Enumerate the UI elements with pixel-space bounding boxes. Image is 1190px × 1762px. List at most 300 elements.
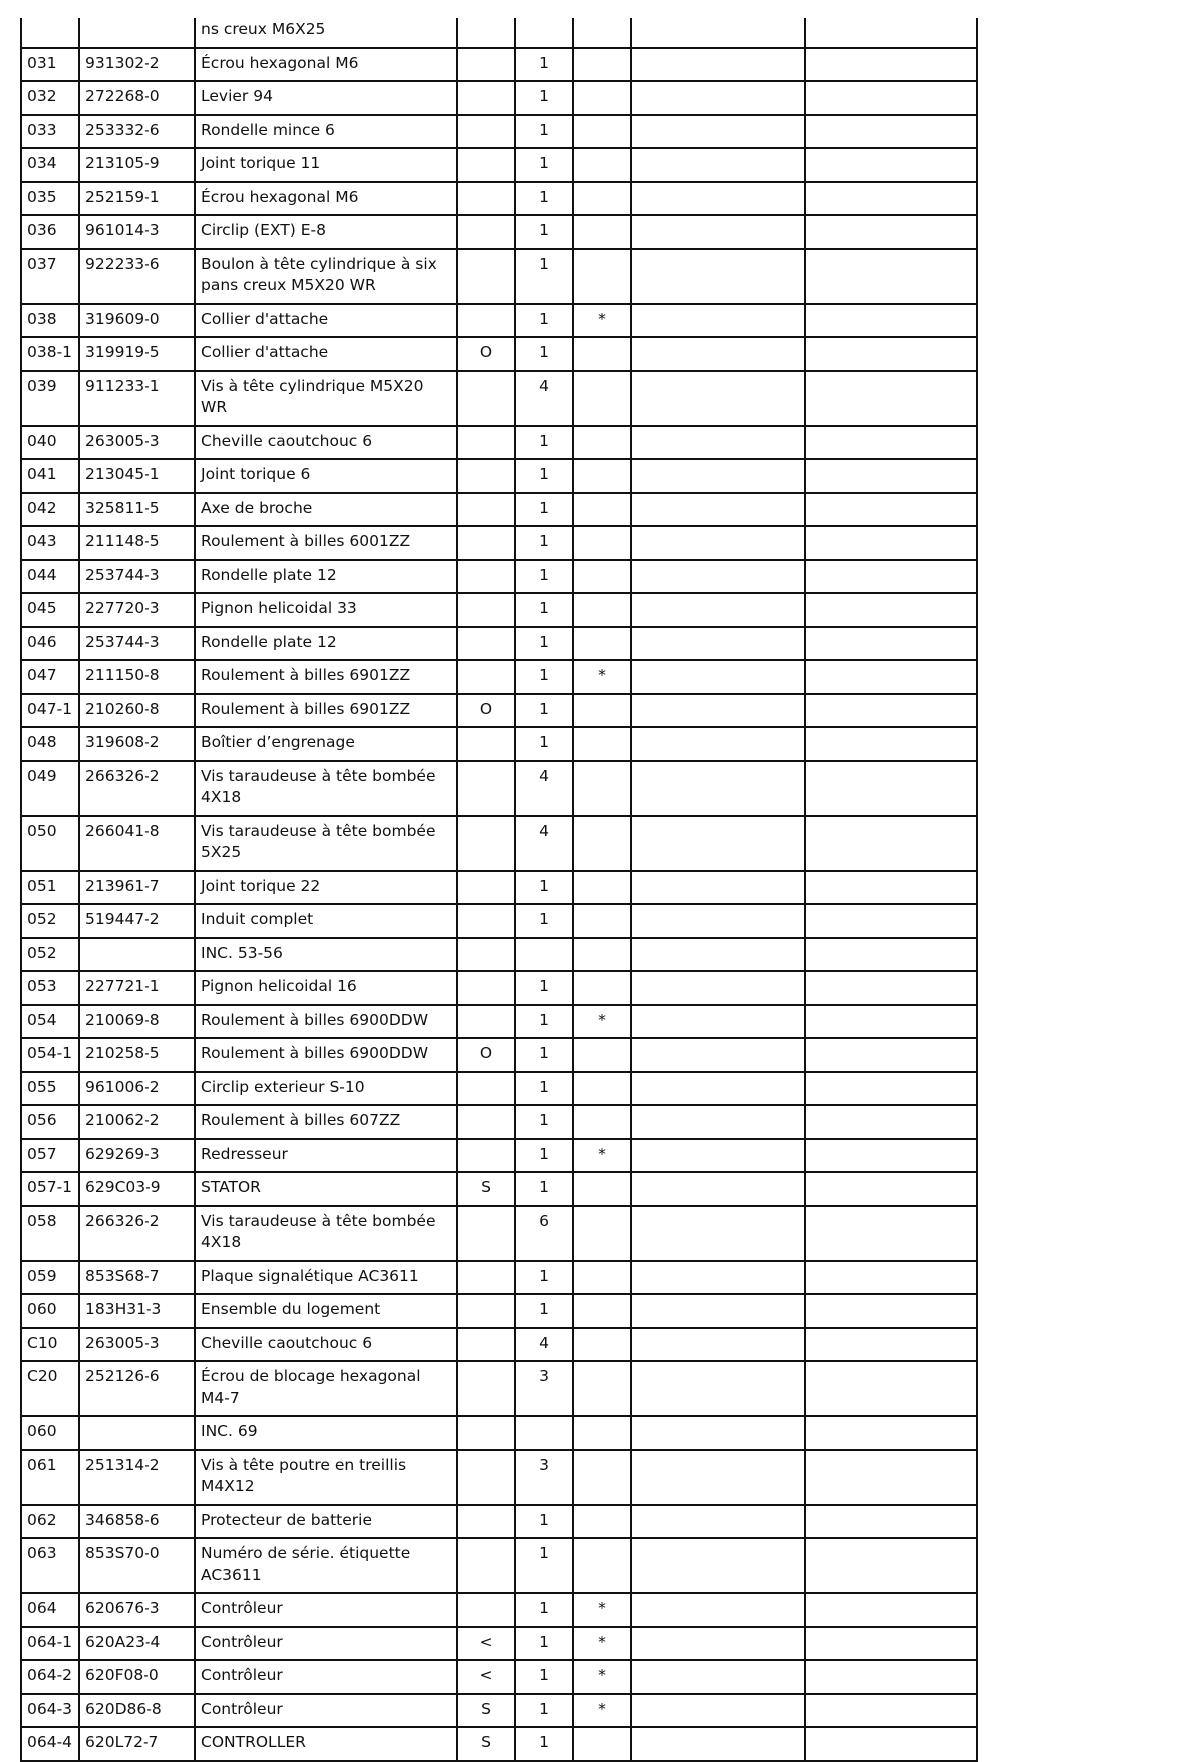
extra-cell-2 bbox=[805, 215, 977, 249]
table-row bbox=[21, 148, 977, 182]
part-number-cell: 263005-3 bbox=[79, 426, 195, 460]
mark-cell: * bbox=[573, 304, 631, 338]
item-number-cell: 037 bbox=[21, 249, 79, 304]
description-cell: Joint torique 6 bbox=[195, 459, 457, 493]
extra-cell-1 bbox=[631, 1361, 805, 1416]
extra-cell-2 bbox=[805, 148, 977, 182]
item-number-cell: 060 bbox=[21, 1294, 79, 1328]
extra-cell-1 bbox=[631, 816, 805, 871]
part-number-cell: 210069-8 bbox=[79, 1005, 195, 1039]
description-cell: Levier 94 bbox=[195, 81, 457, 115]
part-number-cell: 210258-5 bbox=[79, 1038, 195, 1072]
item-number-cell: 064-3 bbox=[21, 1694, 79, 1728]
table-row bbox=[21, 560, 977, 594]
quantity-cell: 1 bbox=[515, 459, 573, 493]
note-cell bbox=[457, 1072, 515, 1106]
extra-cell-1 bbox=[631, 81, 805, 115]
part-number-cell: 346858-6 bbox=[79, 1505, 195, 1539]
extra-cell-1 bbox=[631, 694, 805, 728]
description-cell: Boîtier d’engrenage bbox=[195, 727, 457, 761]
part-number-cell: 253744-3 bbox=[79, 627, 195, 661]
table-row bbox=[21, 48, 977, 82]
part-number-cell: 961006-2 bbox=[79, 1072, 195, 1106]
note-cell bbox=[457, 560, 515, 594]
description-cell: Roulement à billes 6001ZZ bbox=[195, 526, 457, 560]
mark-cell bbox=[573, 48, 631, 82]
extra-cell-2 bbox=[805, 1538, 977, 1593]
mark-cell bbox=[573, 148, 631, 182]
quantity-cell: 3 bbox=[515, 1450, 573, 1505]
description-cell: CONTROLLER bbox=[195, 1727, 457, 1761]
item-number-cell: 044 bbox=[21, 560, 79, 594]
extra-cell-1 bbox=[631, 18, 805, 48]
mark-cell bbox=[573, 761, 631, 816]
note-cell bbox=[457, 1450, 515, 1505]
mark-cell bbox=[573, 459, 631, 493]
item-number-cell: 046 bbox=[21, 627, 79, 661]
item-number-cell: 064 bbox=[21, 1593, 79, 1627]
note-cell bbox=[457, 18, 515, 48]
quantity-cell: 1 bbox=[515, 526, 573, 560]
extra-cell-1 bbox=[631, 1038, 805, 1072]
table-row bbox=[21, 1072, 977, 1106]
quantity-cell: 1 bbox=[515, 694, 573, 728]
item-number-cell: 039 bbox=[21, 371, 79, 426]
part-number-cell: 227720-3 bbox=[79, 593, 195, 627]
quantity-cell: 3 bbox=[515, 1361, 573, 1416]
mark-cell bbox=[573, 18, 631, 48]
table-row bbox=[21, 1727, 977, 1761]
part-number-cell: 620F08-0 bbox=[79, 1660, 195, 1694]
item-number-cell: 054 bbox=[21, 1005, 79, 1039]
extra-cell-1 bbox=[631, 1538, 805, 1593]
extra-cell-2 bbox=[805, 560, 977, 594]
table-row bbox=[21, 1328, 977, 1362]
part-number-cell: 319609-0 bbox=[79, 304, 195, 338]
description-cell: Roulement à billes 6900DDW bbox=[195, 1038, 457, 1072]
note-cell: O bbox=[457, 337, 515, 371]
extra-cell-2 bbox=[805, 426, 977, 460]
note-cell bbox=[457, 727, 515, 761]
note-cell bbox=[457, 182, 515, 216]
table-row bbox=[21, 1038, 977, 1072]
mark-cell bbox=[573, 971, 631, 1005]
description-cell: Ensemble du logement bbox=[195, 1294, 457, 1328]
extra-cell-2 bbox=[805, 1072, 977, 1106]
extra-cell-2 bbox=[805, 1361, 977, 1416]
quantity-cell: 1 bbox=[515, 115, 573, 149]
table-row bbox=[21, 526, 977, 560]
item-number-cell: 047-1 bbox=[21, 694, 79, 728]
table-row bbox=[21, 1660, 977, 1694]
item-number-cell: C10 bbox=[21, 1328, 79, 1362]
description-cell: Axe de broche bbox=[195, 493, 457, 527]
note-cell bbox=[457, 48, 515, 82]
description-cell: Contrôleur bbox=[195, 1627, 457, 1661]
mark-cell bbox=[573, 871, 631, 905]
note-cell bbox=[457, 1505, 515, 1539]
description-cell: Redresseur bbox=[195, 1139, 457, 1173]
part-number-cell: 252126-6 bbox=[79, 1361, 195, 1416]
extra-cell-2 bbox=[805, 761, 977, 816]
quantity-cell: 1 bbox=[515, 1694, 573, 1728]
quantity-cell: 1 bbox=[515, 1727, 573, 1761]
quantity-cell: 1 bbox=[515, 660, 573, 694]
mark-cell: * bbox=[573, 1660, 631, 1694]
extra-cell-2 bbox=[805, 1206, 977, 1261]
item-number-cell: 049 bbox=[21, 761, 79, 816]
item-number-cell: 036 bbox=[21, 215, 79, 249]
extra-cell-2 bbox=[805, 1261, 977, 1295]
table-row bbox=[21, 426, 977, 460]
part-number-cell: 620D86-8 bbox=[79, 1694, 195, 1728]
table-row bbox=[21, 249, 977, 304]
part-number-cell: 252159-1 bbox=[79, 182, 195, 216]
item-number-cell: 047 bbox=[21, 660, 79, 694]
extra-cell-2 bbox=[805, 1328, 977, 1362]
part-number-cell: 211150-8 bbox=[79, 660, 195, 694]
mark-cell: * bbox=[573, 1627, 631, 1661]
table-row bbox=[21, 694, 977, 728]
item-number-cell: 063 bbox=[21, 1538, 79, 1593]
quantity-cell: 1 bbox=[515, 1294, 573, 1328]
note-cell bbox=[457, 249, 515, 304]
item-number-cell: 051 bbox=[21, 871, 79, 905]
note-cell bbox=[457, 1005, 515, 1039]
extra-cell-1 bbox=[631, 1416, 805, 1450]
item-number-cell: 056 bbox=[21, 1105, 79, 1139]
item-number-cell: 057-1 bbox=[21, 1172, 79, 1206]
table-row bbox=[21, 1261, 977, 1295]
note-cell bbox=[457, 816, 515, 871]
mark-cell bbox=[573, 337, 631, 371]
extra-cell-2 bbox=[805, 938, 977, 972]
part-number-cell: 931302-2 bbox=[79, 48, 195, 82]
extra-cell-2 bbox=[805, 48, 977, 82]
description-cell: Induit complet bbox=[195, 904, 457, 938]
description-cell: Pignon helicoidal 33 bbox=[195, 593, 457, 627]
description-cell: Vis à tête cylindrique M5X20 WR bbox=[195, 371, 457, 426]
table-row bbox=[21, 971, 977, 1005]
note-cell bbox=[457, 871, 515, 905]
item-number-cell: 040 bbox=[21, 426, 79, 460]
extra-cell-2 bbox=[805, 81, 977, 115]
mark-cell bbox=[573, 1361, 631, 1416]
quantity-cell: 1 bbox=[515, 1593, 573, 1627]
quantity-cell: 1 bbox=[515, 1105, 573, 1139]
table-row bbox=[21, 871, 977, 905]
note-cell bbox=[457, 761, 515, 816]
part-number-cell: 325811-5 bbox=[79, 493, 195, 527]
description-cell: Pignon helicoidal 16 bbox=[195, 971, 457, 1005]
extra-cell-1 bbox=[631, 115, 805, 149]
mark-cell bbox=[573, 1328, 631, 1362]
note-cell bbox=[457, 1328, 515, 1362]
quantity-cell: 1 bbox=[515, 1660, 573, 1694]
mark-cell: * bbox=[573, 1694, 631, 1728]
mark-cell bbox=[573, 694, 631, 728]
extra-cell-2 bbox=[805, 1627, 977, 1661]
note-cell bbox=[457, 593, 515, 627]
table-row bbox=[21, 761, 977, 816]
quantity-cell: 1 bbox=[515, 249, 573, 304]
quantity-cell: 1 bbox=[515, 493, 573, 527]
extra-cell-2 bbox=[805, 304, 977, 338]
part-number-cell: 519447-2 bbox=[79, 904, 195, 938]
description-cell: Vis taraudeuse à tête bombée 4X18 bbox=[195, 761, 457, 816]
quantity-cell: 1 bbox=[515, 727, 573, 761]
mark-cell bbox=[573, 1450, 631, 1505]
mark-cell: * bbox=[573, 1005, 631, 1039]
table-row bbox=[21, 938, 977, 972]
description-cell: Contrôleur bbox=[195, 1694, 457, 1728]
quantity-cell: 1 bbox=[515, 1072, 573, 1106]
note-cell bbox=[457, 904, 515, 938]
extra-cell-2 bbox=[805, 18, 977, 48]
mark-cell bbox=[573, 115, 631, 149]
description-cell: Vis à tête poutre en treillis M4X12 bbox=[195, 1450, 457, 1505]
extra-cell-1 bbox=[631, 1261, 805, 1295]
note-cell bbox=[457, 1416, 515, 1450]
description-cell: Rondelle mince 6 bbox=[195, 115, 457, 149]
extra-cell-1 bbox=[631, 1072, 805, 1106]
table-row bbox=[21, 904, 977, 938]
table-row bbox=[21, 816, 977, 871]
quantity-cell bbox=[515, 1416, 573, 1450]
extra-cell-1 bbox=[631, 904, 805, 938]
table-row bbox=[21, 371, 977, 426]
note-cell bbox=[457, 1105, 515, 1139]
table-row bbox=[21, 1450, 977, 1505]
table-row bbox=[21, 493, 977, 527]
mark-cell bbox=[573, 526, 631, 560]
item-number-cell: 043 bbox=[21, 526, 79, 560]
part-number-cell: 629C03-9 bbox=[79, 1172, 195, 1206]
item-number-cell: 059 bbox=[21, 1261, 79, 1295]
extra-cell-1 bbox=[631, 727, 805, 761]
extra-cell-2 bbox=[805, 904, 977, 938]
mark-cell bbox=[573, 1727, 631, 1761]
quantity-cell: 1 bbox=[515, 1261, 573, 1295]
note-cell bbox=[457, 526, 515, 560]
extra-cell-1 bbox=[631, 1694, 805, 1728]
extra-cell-2 bbox=[805, 1294, 977, 1328]
extra-cell-1 bbox=[631, 971, 805, 1005]
item-number-cell: 064-4 bbox=[21, 1727, 79, 1761]
mark-cell bbox=[573, 1172, 631, 1206]
mark-cell bbox=[573, 627, 631, 661]
extra-cell-2 bbox=[805, 816, 977, 871]
description-cell: Roulement à billes 6901ZZ bbox=[195, 660, 457, 694]
note-cell bbox=[457, 371, 515, 426]
table-row bbox=[21, 1139, 977, 1173]
table-row bbox=[21, 81, 977, 115]
table-row bbox=[21, 459, 977, 493]
extra-cell-2 bbox=[805, 871, 977, 905]
part-number-cell: 620L72-7 bbox=[79, 1727, 195, 1761]
mark-cell bbox=[573, 560, 631, 594]
quantity-cell: 1 bbox=[515, 1172, 573, 1206]
part-number-cell: 213105-9 bbox=[79, 148, 195, 182]
extra-cell-2 bbox=[805, 1105, 977, 1139]
extra-cell-1 bbox=[631, 337, 805, 371]
extra-cell-1 bbox=[631, 1627, 805, 1661]
item-number-cell: 052 bbox=[21, 938, 79, 972]
mark-cell bbox=[573, 182, 631, 216]
note-cell bbox=[457, 493, 515, 527]
note-cell bbox=[457, 1139, 515, 1173]
mark-cell bbox=[573, 1261, 631, 1295]
description-cell: Contrôleur bbox=[195, 1660, 457, 1694]
extra-cell-2 bbox=[805, 1038, 977, 1072]
extra-cell-1 bbox=[631, 526, 805, 560]
note-cell bbox=[457, 627, 515, 661]
mark-cell bbox=[573, 1038, 631, 1072]
note-cell bbox=[457, 1206, 515, 1261]
part-number-cell: 266041-8 bbox=[79, 816, 195, 871]
table-row bbox=[21, 660, 977, 694]
quantity-cell: 1 bbox=[515, 48, 573, 82]
parts-list-table bbox=[20, 18, 978, 1762]
description-cell: Circlip exterieur S-10 bbox=[195, 1072, 457, 1106]
extra-cell-2 bbox=[805, 459, 977, 493]
extra-cell-1 bbox=[631, 182, 805, 216]
item-number-cell: 038-1 bbox=[21, 337, 79, 371]
quantity-cell: 1 bbox=[515, 904, 573, 938]
mark-cell: * bbox=[573, 1593, 631, 1627]
note-cell bbox=[457, 1261, 515, 1295]
table-row bbox=[21, 1593, 977, 1627]
item-number-cell: 041 bbox=[21, 459, 79, 493]
quantity-cell: 1 bbox=[515, 971, 573, 1005]
part-number-cell: 253332-6 bbox=[79, 115, 195, 149]
table-row bbox=[21, 1294, 977, 1328]
quantity-cell bbox=[515, 18, 573, 48]
description-cell: Écrou hexagonal M6 bbox=[195, 182, 457, 216]
mark-cell bbox=[573, 249, 631, 304]
table-row bbox=[21, 1105, 977, 1139]
part-number-cell: 211148-5 bbox=[79, 526, 195, 560]
table-row bbox=[21, 627, 977, 661]
table-row bbox=[21, 1694, 977, 1728]
part-number-cell: 319608-2 bbox=[79, 727, 195, 761]
description-cell: Boulon à tête cylindrique à six pans creux M5X20 WR bbox=[195, 249, 457, 304]
item-number-cell: 058 bbox=[21, 1206, 79, 1261]
extra-cell-1 bbox=[631, 1727, 805, 1761]
item-number-cell: 034 bbox=[21, 148, 79, 182]
description-cell: Rondelle plate 12 bbox=[195, 560, 457, 594]
quantity-cell: 1 bbox=[515, 215, 573, 249]
mark-cell bbox=[573, 493, 631, 527]
description-cell: Vis taraudeuse à tête bombée 4X18 bbox=[195, 1206, 457, 1261]
extra-cell-2 bbox=[805, 1450, 977, 1505]
part-number-cell: 266326-2 bbox=[79, 1206, 195, 1261]
extra-cell-1 bbox=[631, 627, 805, 661]
note-cell: S bbox=[457, 1172, 515, 1206]
mark-cell bbox=[573, 816, 631, 871]
extra-cell-2 bbox=[805, 371, 977, 426]
extra-cell-1 bbox=[631, 593, 805, 627]
note-cell bbox=[457, 426, 515, 460]
table-row bbox=[21, 1538, 977, 1593]
quantity-cell: 1 bbox=[515, 1505, 573, 1539]
description-cell: Écrou de blocage hexagonal M4-7 bbox=[195, 1361, 457, 1416]
table-row bbox=[21, 18, 977, 48]
note-cell bbox=[457, 1538, 515, 1593]
item-number-cell: 045 bbox=[21, 593, 79, 627]
note-cell bbox=[457, 971, 515, 1005]
extra-cell-1 bbox=[631, 48, 805, 82]
note-cell bbox=[457, 660, 515, 694]
extra-cell-1 bbox=[631, 493, 805, 527]
extra-cell-1 bbox=[631, 1005, 805, 1039]
extra-cell-1 bbox=[631, 148, 805, 182]
item-number-cell: 052 bbox=[21, 904, 79, 938]
extra-cell-2 bbox=[805, 182, 977, 216]
table-row bbox=[21, 182, 977, 216]
extra-cell-1 bbox=[631, 304, 805, 338]
extra-cell-2 bbox=[805, 727, 977, 761]
item-number-cell: 053 bbox=[21, 971, 79, 1005]
description-cell: Collier d'attache bbox=[195, 304, 457, 338]
part-number-cell: 272268-0 bbox=[79, 81, 195, 115]
extra-cell-2 bbox=[805, 1727, 977, 1761]
item-number-cell: 032 bbox=[21, 81, 79, 115]
extra-cell-1 bbox=[631, 1505, 805, 1539]
part-number-cell: 319919-5 bbox=[79, 337, 195, 371]
table-row bbox=[21, 1361, 977, 1416]
table-row bbox=[21, 593, 977, 627]
mark-cell bbox=[573, 938, 631, 972]
quantity-cell: 4 bbox=[515, 1328, 573, 1362]
note-cell: < bbox=[457, 1627, 515, 1661]
description-cell: INC. 69 bbox=[195, 1416, 457, 1450]
mark-cell bbox=[573, 426, 631, 460]
description-cell: Vis taraudeuse à tête bombée 5X25 bbox=[195, 816, 457, 871]
extra-cell-1 bbox=[631, 871, 805, 905]
table-row bbox=[21, 215, 977, 249]
extra-cell-2 bbox=[805, 249, 977, 304]
item-number-cell: 057 bbox=[21, 1139, 79, 1173]
item-number-cell: 055 bbox=[21, 1072, 79, 1106]
extra-cell-2 bbox=[805, 593, 977, 627]
extra-cell-2 bbox=[805, 1694, 977, 1728]
item-number-cell: 061 bbox=[21, 1450, 79, 1505]
item-number-cell: 031 bbox=[21, 48, 79, 82]
quantity-cell: 1 bbox=[515, 871, 573, 905]
table-row bbox=[21, 1416, 977, 1450]
part-number-cell: 210260-8 bbox=[79, 694, 195, 728]
item-number-cell: 035 bbox=[21, 182, 79, 216]
extra-cell-1 bbox=[631, 249, 805, 304]
part-number-cell: 183H31-3 bbox=[79, 1294, 195, 1328]
quantity-cell: 1 bbox=[515, 304, 573, 338]
extra-cell-1 bbox=[631, 1206, 805, 1261]
table-row bbox=[21, 1005, 977, 1039]
note-cell bbox=[457, 1361, 515, 1416]
description-cell: Roulement à billes 6900DDW bbox=[195, 1005, 457, 1039]
extra-cell-1 bbox=[631, 1294, 805, 1328]
extra-cell-1 bbox=[631, 1328, 805, 1362]
description-cell: Plaque signalétique AC3611 bbox=[195, 1261, 457, 1295]
extra-cell-1 bbox=[631, 660, 805, 694]
description-cell: Cheville caoutchouc 6 bbox=[195, 1328, 457, 1362]
mark-cell bbox=[573, 1072, 631, 1106]
description-cell: Protecteur de batterie bbox=[195, 1505, 457, 1539]
description-cell: STATOR bbox=[195, 1172, 457, 1206]
mark-cell bbox=[573, 1206, 631, 1261]
extra-cell-1 bbox=[631, 761, 805, 816]
